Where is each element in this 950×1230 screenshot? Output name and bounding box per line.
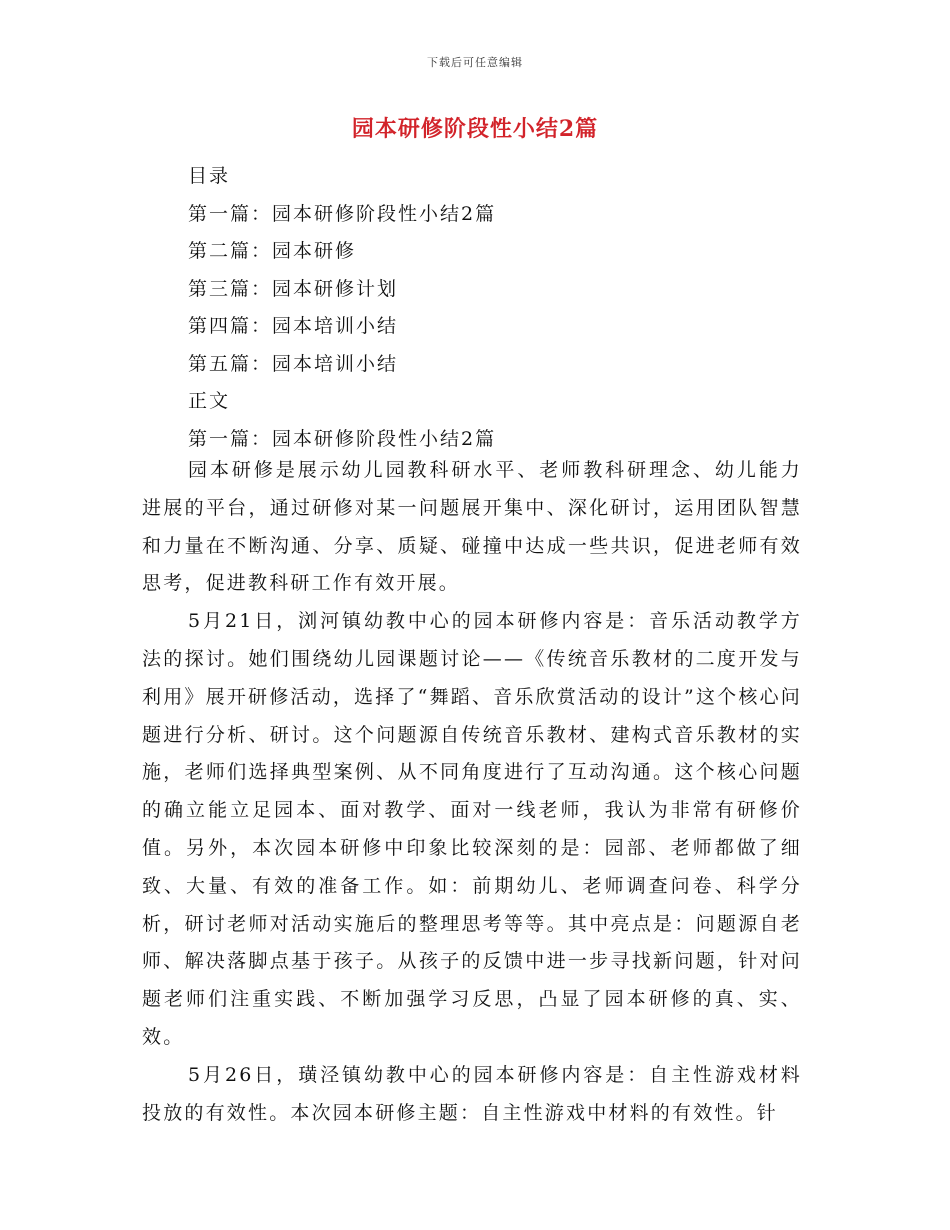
paragraph-1: 园本研修是展示幼儿园教科研水平、老师教科研理念、幼儿能力进展的平台，通过研修对某一问题展开集中、深化研讨，运用团队智慧和力量在不断沟通、分享、质疑、碰撞中达成一些共识，促进老师有效思考，促进教科研工作有效开展。 <box>142 459 802 595</box>
header-note: 下载后可任意编辑 <box>427 56 523 69</box>
body-heading: 正文 <box>188 390 231 412</box>
toc-item-3: 第三篇：园本研修计划 <box>188 277 399 300</box>
toc-item-5: 第五篇：园本培训小结 <box>188 352 399 375</box>
paragraph-3: 5月26日，璜泾镇幼教中心的园本研修内容是：自主性游戏材料投放的有效性。本次园本研修主题：自主性游戏中材料的有效性。针 <box>142 1063 802 1124</box>
body-text <box>142 452 802 1132</box>
toc-item-2: 第二篇：园本研修 <box>188 240 357 262</box>
toc-item-1: 第一篇：园本研修阶段性小结2篇 <box>188 202 497 225</box>
toc-heading: 目录 <box>188 165 231 187</box>
paragraph-2: 5月21日，浏河镇幼教中心的园本研修内容是：音乐活动教学方法的探讨。她们围绕幼儿园课题讨论——《传统音乐教材的二度开发与利用》展开研修活动，选择了“舞蹈、音乐欣赏活动的设计”这个核心问题进行分析、研讨。这个问题源自传统音乐教材、建构式音乐教材的实施，老师们选择典型案例、从不同角度进行了互动沟通。这个核心问题的确立能立足园本、面对教学、面对一线老师，我认为非常有研修价值。另外，本次园本研修中印象比较深刻的是：园部、老师都做了细致、大量、有效的准备工作。如：前期幼儿、老师调查问卷、科学分析，研讨老师对活动实施后的整理思考等等。其中亮点是：问题源自老师、解决落脚点基于孩子。从孩子的反馈中进一步寻找新问题，针对问题老师们注重实践、不断加强学习反思，凸显了园本研修的真、实、效。 <box>142 610 802 1048</box>
document-title: 园本研修阶段性小结2篇 <box>351 116 599 142</box>
toc-item-4: 第四篇：园本培训小结 <box>188 315 399 337</box>
section-heading: 第一篇：园本研修阶段性小结2篇 <box>188 427 497 450</box>
table-of-contents <box>188 158 828 458</box>
